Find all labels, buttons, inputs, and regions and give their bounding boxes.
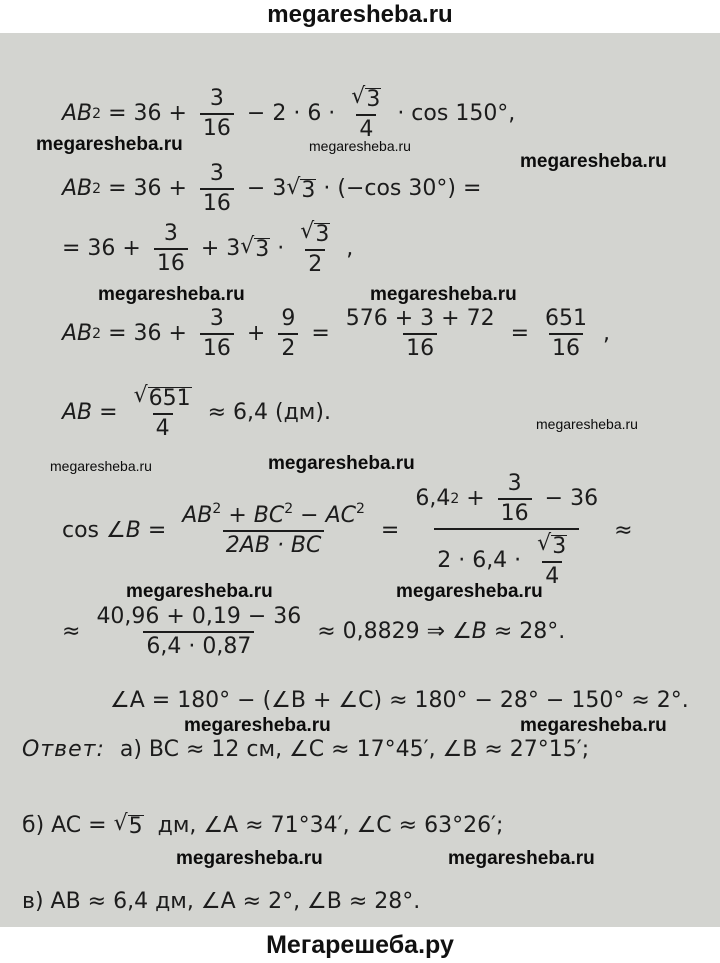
text: − 2 · 6 · — [239, 100, 343, 126]
denominator: 4 — [542, 561, 562, 588]
equation-line-7 — [62, 606, 565, 658]
numerator: 3 — [507, 471, 522, 496]
fraction — [278, 308, 298, 360]
site-header — [0, 0, 720, 33]
denominator: 2 — [305, 249, 325, 276]
fraction — [534, 533, 570, 588]
denominator: 16 — [200, 113, 234, 140]
fraction — [200, 163, 234, 215]
var: BC — [253, 502, 285, 528]
radicand: 651 — [148, 386, 191, 411]
denominator: 16 — [549, 333, 583, 360]
scanned-page — [0, 33, 720, 927]
equation-line-8 — [110, 690, 689, 712]
equation-line-1: AB 2 = 36 + $\frac{3}{16}$ − 2 · 6 · √ 3 4 · cos 150°, — [62, 84, 516, 142]
numerator: 3 — [163, 220, 178, 246]
text: − — [293, 502, 326, 528]
var-ab: AB — [62, 100, 93, 126]
footer-brand[interactable]: Мегарешеба.ру — [266, 931, 454, 959]
text: 6,4 — [415, 486, 451, 511]
text: = 36 + — [101, 100, 194, 126]
answer-line-a — [22, 739, 589, 761]
text: + 3 — [193, 235, 241, 261]
radicand: 3 — [255, 237, 270, 262]
denominator: 16 — [403, 333, 437, 360]
text: · — [270, 235, 292, 261]
var-ab: AB — [62, 399, 93, 425]
watermark: megaresheba.ru — [50, 458, 152, 474]
text: в) AB ≈ 6,4 дм, ∠A ≈ 2°, ∠B ≈ 28°. — [22, 889, 421, 914]
var-ab: AB — [62, 321, 93, 346]
header-site-name[interactable]: megaresheba.ru — [267, 1, 453, 28]
text: = — [304, 321, 337, 346]
denominator — [434, 528, 579, 588]
text: ≈ — [607, 517, 633, 543]
text: = 36 + — [101, 321, 194, 346]
radicand: 3 — [301, 177, 316, 203]
numerator: $AB^2 + BC^2 - AC^2$ — [182, 500, 365, 528]
text: = — [92, 399, 125, 425]
numerator: 9 — [281, 306, 296, 331]
text: = — [503, 321, 537, 346]
denominator: 2 — [278, 333, 298, 360]
numerator: √ 651 — [133, 383, 191, 411]
numerator: 40,96 + 0,19 − 36 — [96, 604, 302, 629]
fraction — [179, 500, 368, 558]
text: − 36 — [537, 486, 599, 511]
watermark: megaresheba.ru — [309, 138, 411, 154]
fraction — [542, 308, 590, 360]
fraction — [498, 473, 532, 525]
watermark: megaresheba.ru — [98, 284, 245, 305]
numerator: 3 — [209, 306, 224, 331]
text: · cos 150°, — [390, 100, 516, 126]
watermark: megaresheba.ru — [370, 284, 517, 305]
answer-line-v — [22, 891, 420, 913]
var-ab: AB — [62, 176, 93, 201]
numerator: 3 — [209, 161, 224, 186]
equation-line-4: AB 2 = 36 + $\frac{3}{16}$ + $\frac{9}{2}$ = $\frac{576 + 3 + 72}{16}$ = $\frac{651}{16}$ , — [62, 306, 611, 361]
text: дм, ∠A ≈ 71°34′, ∠C ≈ 63°26′; — [143, 812, 504, 838]
fraction — [348, 86, 384, 141]
text: , — [596, 321, 611, 346]
text: ∠A = 180° − (∠B + ∠C) ≈ 180° − 28° − 150° ≈ 2°. — [110, 688, 689, 713]
watermark: megaresheba.ru — [36, 134, 183, 155]
var-b: B — [125, 517, 141, 543]
numerator: √ 3 — [351, 84, 381, 112]
watermark: megaresheba.ru — [448, 848, 595, 869]
denominator: 6,4 · 0,87 — [143, 631, 254, 658]
text: ≈ 28°. — [486, 619, 566, 644]
text: ≈ 6,4 (дм). — [200, 399, 331, 425]
watermark: megaresheba.ru — [520, 151, 667, 172]
fraction — [297, 221, 333, 276]
radicand: 3 — [315, 222, 330, 247]
text: ≈ 0,8829 ⇒ ∠ — [310, 619, 472, 644]
denominator: 2AB · BC — [223, 530, 325, 557]
equation-line-6 — [62, 473, 633, 588]
var: AC — [325, 502, 356, 528]
numerator: 6,4 2 + $\frac{3}{16}$ − 36 — [415, 471, 599, 526]
denominator: 4 — [356, 114, 376, 141]
denominator: 16 — [498, 498, 532, 525]
text: + — [221, 502, 254, 528]
text: − 3 — [239, 176, 287, 201]
fraction — [343, 308, 498, 360]
watermark: megaresheba.ru — [184, 715, 331, 736]
radicand: 5 — [128, 814, 143, 839]
fraction — [200, 85, 234, 141]
denominator: 16 — [200, 333, 234, 360]
text: = — [373, 517, 407, 543]
watermark: megaresheba.ru — [126, 581, 273, 602]
denominator: 4 — [153, 413, 173, 440]
text: + — [239, 321, 273, 346]
answer-label: Ответ: — [22, 737, 105, 762]
fraction — [93, 606, 304, 658]
watermark: megaresheba.ru — [396, 581, 543, 602]
text: = 36 + — [62, 235, 148, 261]
text: а) BC ≈ 12 см, ∠C ≈ 17°45′, ∠B ≈ 27°15′; — [112, 737, 590, 762]
denominator: 16 — [200, 188, 234, 215]
numerator: 576 + 3 + 72 — [345, 306, 495, 331]
text: = 36 + — [101, 176, 194, 201]
fraction — [154, 220, 188, 276]
answer-line-b: б) AC = √ 5 дм, ∠A ≈ 71°34′, ∠C ≈ 63°26′; — [22, 811, 504, 839]
numerator: 651 — [545, 306, 588, 331]
text: б) AC = — [22, 812, 114, 838]
watermark: megaresheba.ru — [268, 453, 415, 474]
text: 2 · 6,4 · — [437, 547, 529, 573]
site-footer — [0, 927, 720, 963]
numerator: 3 — [209, 85, 224, 111]
equation-line-2: AB 2 = 36 + $\frac{3}{16}$ − 3 √ 3 · (−cos 30°) = — [62, 161, 482, 216]
text: , — [339, 235, 354, 261]
text: = — [140, 517, 174, 543]
watermark: megaresheba.ru — [176, 848, 323, 869]
text: · (−cos 30°) = — [316, 176, 482, 201]
numerator: √ 3 — [300, 219, 330, 247]
text: ≈ — [62, 619, 88, 644]
equation-line-3: = 36 + $\frac{3}{16}$ + 3 √ 3 · √ 3 2 , — [62, 219, 354, 277]
radicand: 3 — [366, 87, 381, 112]
text: + — [459, 486, 492, 511]
fraction — [131, 385, 195, 440]
var-b: B — [471, 619, 487, 644]
denominator: 16 — [154, 248, 188, 275]
text: cos ∠ — [62, 517, 126, 543]
equation-line-5 — [62, 385, 331, 440]
radicand: 3 — [552, 534, 567, 559]
numerator: √ 3 — [537, 531, 567, 559]
watermark: megaresheba.ru — [520, 715, 667, 736]
fraction — [412, 473, 601, 588]
fraction — [200, 308, 234, 360]
var: AB — [182, 502, 213, 528]
watermark: megaresheba.ru — [536, 416, 638, 432]
